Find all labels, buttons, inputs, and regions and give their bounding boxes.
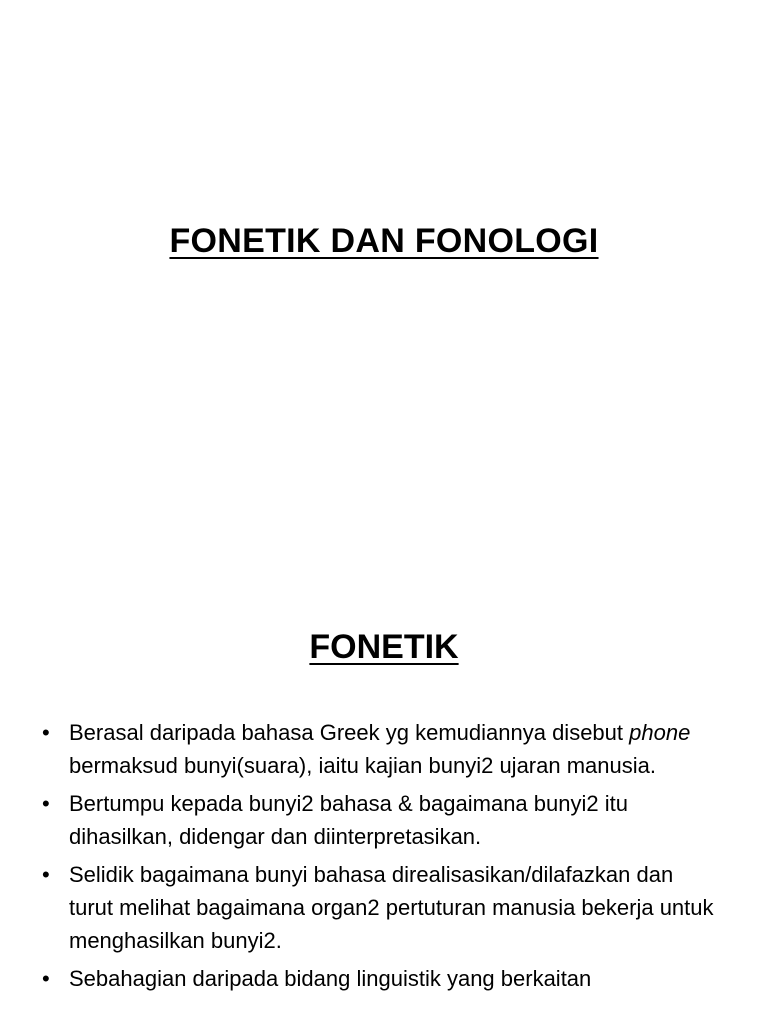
bullet-marker: • bbox=[42, 966, 50, 991]
bullet-item bbox=[38, 787, 718, 853]
bullet-marker: • bbox=[42, 862, 50, 887]
bullet-text-suffix: bermaksud bunyi(suara), iaitu kajian bunyi2 ujaran manusia. bbox=[69, 753, 656, 778]
bullet-text-prefix: Berasal daripada bahasa Greek yg kemudiannya disebut bbox=[69, 720, 630, 745]
slide-title: FONETIK DAN FONOLOGI bbox=[169, 222, 599, 260]
bullet-item bbox=[38, 716, 718, 782]
bullet-marker: • bbox=[42, 720, 50, 745]
bullet-item bbox=[38, 962, 718, 995]
bullet-marker: • bbox=[42, 791, 50, 816]
bullet-list bbox=[38, 716, 718, 1000]
bullet-text-italic: phone bbox=[629, 720, 691, 745]
bullet-text: Bertumpu kepada bunyi2 bahasa & bagaimana bunyi2 itu dihasilkan, didengar dan diinterpretasikan. bbox=[69, 791, 628, 849]
slide-heading: FONETIK bbox=[309, 628, 459, 666]
bullet-text: Sebahagian daripada bidang linguistik yang berkaitan bbox=[69, 966, 592, 991]
bullet-item bbox=[38, 858, 718, 957]
bullet-text: Selidik bagaimana bunyi bahasa direalisasikan/dilafazkan dan turut melihat bagaimana organ2 pertuturan manusia bekerja untuk menghasilkan bunyi2. bbox=[69, 862, 714, 953]
content-slide bbox=[0, 576, 768, 1024]
